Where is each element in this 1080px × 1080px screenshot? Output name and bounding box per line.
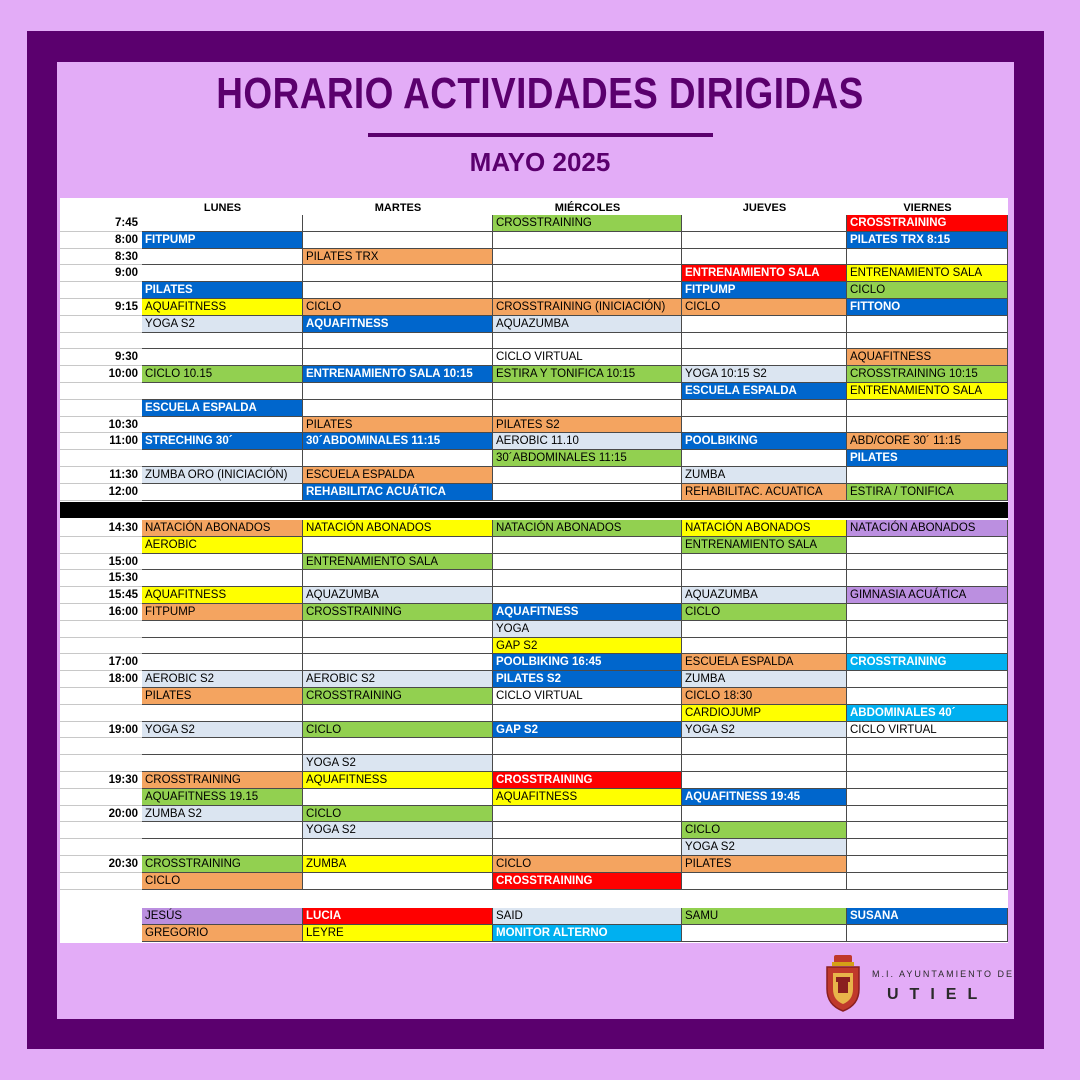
activity-cell: CROSSTRAINING: [142, 772, 303, 789]
day-header: MARTES: [374, 202, 422, 214]
empty-cell: [682, 738, 847, 755]
empty-cell: [303, 570, 493, 587]
activity-cell: CARDIOJUMP: [682, 705, 847, 722]
empty-cell: [493, 537, 682, 554]
time-cell: [60, 738, 142, 755]
empty-cell: [682, 215, 847, 232]
activity-cell: GAP S2: [493, 722, 682, 739]
empty-cell: [142, 570, 303, 587]
empty-cell: [142, 839, 303, 856]
empty-cell: [682, 450, 847, 467]
time-cell: [60, 755, 142, 772]
activity-cell: PILATES S2: [493, 417, 682, 434]
empty-cell: [682, 772, 847, 789]
activity-cell: GREGORIO: [142, 925, 303, 942]
empty-cell: [493, 738, 682, 755]
time-cell: [60, 705, 142, 722]
empty-cell: [493, 383, 682, 400]
page-subtitle: MAYO 2025: [469, 147, 611, 177]
activity-cell: CROSSTRAINING: [142, 856, 303, 873]
activity-cell: ENTRENAMIENTO SALA: [847, 265, 1008, 282]
activity-cell: CICLO: [682, 604, 847, 621]
activity-cell: CICLO: [682, 299, 847, 316]
empty-cell: [303, 839, 493, 856]
activity-cell: SAID: [493, 908, 682, 925]
day-header: JUEVES: [742, 202, 787, 214]
empty-cell: [493, 587, 682, 604]
activity-cell: PILATES: [847, 450, 1008, 467]
empty-cell: [682, 570, 847, 587]
coat-of-arms-icon: [822, 953, 864, 1013]
activity-cell: ENTRENAMIENTO SALA: [682, 537, 847, 554]
empty-cell: [493, 705, 682, 722]
activity-cell: CROSSTRAINING: [493, 772, 682, 789]
empty-cell: [303, 232, 493, 249]
logo-line-1: M.I. AYUNTAMIENTO DE: [872, 969, 1015, 979]
empty-cell: [142, 822, 303, 839]
activity-cell: CICLO: [303, 299, 493, 316]
empty-cell: [303, 400, 493, 417]
empty-cell: [847, 570, 1008, 587]
activity-cell: REHABILITAC ACUÁTICA: [303, 484, 493, 501]
empty-cell: [493, 467, 682, 484]
empty-cell: [493, 554, 682, 571]
activity-cell: 30´ABDOMINALES 11:15: [493, 450, 682, 467]
empty-cell: [682, 417, 847, 434]
empty-cell: [142, 265, 303, 282]
time-cell: [60, 316, 142, 333]
time-cell: 11:30: [60, 467, 142, 484]
empty-cell: [493, 484, 682, 501]
activity-cell: 30´ABDOMINALES 11:15: [303, 433, 493, 450]
activity-cell: CICLO 10.15: [142, 366, 303, 383]
activity-cell: ENTRENAMIENTO SALA: [847, 383, 1008, 400]
time-cell: 7:45: [60, 215, 142, 232]
empty-cell: [303, 383, 493, 400]
activity-cell: FITPUMP: [682, 282, 847, 299]
time-cell: 8:00: [60, 232, 142, 249]
activity-cell: POOLBIKING 16:45: [493, 654, 682, 671]
empty-cell: [142, 249, 303, 266]
day-header: MIÉRCOLES: [554, 202, 621, 214]
activity-cell: CICLO: [493, 856, 682, 873]
activity-cell: AQUAFITNESS 19.15: [142, 789, 303, 806]
empty-cell: [493, 755, 682, 772]
time-cell: 19:00: [60, 722, 142, 739]
activity-cell: AQUAFITNESS: [493, 789, 682, 806]
empty-cell: [142, 215, 303, 232]
time-cell: 15:30: [60, 570, 142, 587]
activity-cell: YOGA 10:15 S2: [682, 366, 847, 383]
empty-cell: [142, 383, 303, 400]
time-cell: 16:00: [60, 604, 142, 621]
activity-cell: CROSSTRAINING: [847, 654, 1008, 671]
time-cell: [60, 822, 142, 839]
empty-cell: [682, 873, 847, 890]
time-cell: 17:00: [60, 654, 142, 671]
time-cell: 18:00: [60, 671, 142, 688]
empty-cell: [493, 400, 682, 417]
empty-cell: [493, 249, 682, 266]
activity-cell: FITPUMP: [142, 604, 303, 621]
activity-cell: CICLO VIRTUAL: [493, 349, 682, 366]
activity-cell: CICLO: [303, 722, 493, 739]
empty-cell: [493, 333, 682, 350]
activity-cell: YOGA S2: [303, 755, 493, 772]
empty-cell: [682, 349, 847, 366]
empty-cell: [303, 621, 493, 638]
activity-cell: AQUAFITNESS: [142, 299, 303, 316]
time-cell: [60, 400, 142, 417]
empty-cell: [142, 638, 303, 655]
time-cell: [60, 621, 142, 638]
time-cell: 11:00: [60, 433, 142, 450]
empty-cell: [142, 450, 303, 467]
empty-cell: [682, 249, 847, 266]
empty-cell: [847, 789, 1008, 806]
empty-cell: [847, 467, 1008, 484]
empty-cell: [682, 232, 847, 249]
empty-cell: [493, 570, 682, 587]
time-cell: [60, 688, 142, 705]
activity-cell: AQUAZUMBA: [682, 587, 847, 604]
empty-cell: [847, 316, 1008, 333]
activity-cell: PILATES: [303, 417, 493, 434]
empty-cell: [847, 417, 1008, 434]
activity-cell: AEROBIC S2: [303, 671, 493, 688]
empty-cell: [142, 484, 303, 501]
time-cell: [60, 873, 142, 890]
empty-cell: [303, 282, 493, 299]
empty-cell: [847, 772, 1008, 789]
activity-cell: PILATES: [142, 282, 303, 299]
activity-cell: ESCUELA ESPALDA: [682, 654, 847, 671]
empty-cell: [682, 925, 847, 942]
activity-cell: YOGA S2: [682, 839, 847, 856]
empty-cell: [303, 654, 493, 671]
activity-cell: GIMNASIA ACUÁTICA: [847, 587, 1008, 604]
empty-cell: [142, 621, 303, 638]
empty-cell: [493, 265, 682, 282]
time-cell: 10:30: [60, 417, 142, 434]
activity-cell: CICLO: [303, 806, 493, 823]
empty-cell: [682, 806, 847, 823]
activity-cell: AEROBIC S2: [142, 671, 303, 688]
empty-cell: [303, 265, 493, 282]
empty-cell: [682, 333, 847, 350]
empty-cell: [493, 839, 682, 856]
empty-cell: [303, 789, 493, 806]
activity-cell: CROSSTRAINING: [493, 215, 682, 232]
activity-cell: CICLO VIRTUAL: [847, 722, 1008, 739]
title-divider: [368, 133, 713, 137]
time-cell: [60, 789, 142, 806]
activity-cell: NATACIÓN ABONADOS: [303, 520, 493, 537]
time-cell: 9:30: [60, 349, 142, 366]
empty-cell: [493, 282, 682, 299]
activity-cell: ESCUELA ESPALDA: [303, 467, 493, 484]
activity-cell: ABD/CORE 30´ 11:15: [847, 433, 1008, 450]
empty-cell: [493, 806, 682, 823]
activity-cell: ZUMBA: [682, 467, 847, 484]
activity-cell: CROSSTRAINING 10:15: [847, 366, 1008, 383]
time-cell: 12:00: [60, 484, 142, 501]
activity-cell: PILATES TRX: [303, 249, 493, 266]
time-cell: [60, 537, 142, 554]
activity-cell: REHABILITAC. ACUATICA: [682, 484, 847, 501]
time-cell: 20:30: [60, 856, 142, 873]
activity-cell: YOGA S2: [142, 722, 303, 739]
empty-cell: [493, 822, 682, 839]
activity-cell: ABDOMINALES 40´: [847, 705, 1008, 722]
empty-cell: [847, 925, 1008, 942]
activity-cell: CICLO: [682, 822, 847, 839]
activity-cell: AEROBIC: [142, 537, 303, 554]
empty-cell: [303, 738, 493, 755]
activity-cell: CROSSTRAINING: [303, 688, 493, 705]
activity-cell: YOGA S2: [303, 822, 493, 839]
empty-cell: [847, 333, 1008, 350]
empty-cell: [847, 822, 1008, 839]
empty-cell: [847, 554, 1008, 571]
empty-cell: [847, 621, 1008, 638]
empty-cell: [303, 215, 493, 232]
day-header: LUNES: [203, 202, 242, 214]
activity-cell: FITTONO: [847, 299, 1008, 316]
activity-cell: ESTIRA / TONIFICA: [847, 484, 1008, 501]
activity-cell: NATACIÓN ABONADOS: [493, 520, 682, 537]
activity-cell: PILATES S2: [493, 671, 682, 688]
empty-cell: [847, 738, 1008, 755]
activity-cell: ESCUELA ESPALDA: [682, 383, 847, 400]
activity-cell: AQUAZUMBA: [303, 587, 493, 604]
activity-cell: AQUAFITNESS: [493, 604, 682, 621]
activity-cell: LEYRE: [303, 925, 493, 942]
time-cell: [60, 383, 142, 400]
empty-cell: [303, 705, 493, 722]
time-cell: 15:45: [60, 587, 142, 604]
empty-cell: [682, 638, 847, 655]
empty-cell: [142, 417, 303, 434]
time-cell: [60, 450, 142, 467]
activity-cell: AEROBIC 11.10: [493, 433, 682, 450]
time-cell: 20:00: [60, 806, 142, 823]
empty-cell: [847, 755, 1008, 772]
time-cell: 19:30: [60, 772, 142, 789]
activity-cell: YOGA: [493, 621, 682, 638]
empty-cell: [142, 554, 303, 571]
activity-cell: PILATES TRX 8:15: [847, 232, 1008, 249]
activity-cell: PILATES: [142, 688, 303, 705]
empty-cell: [303, 638, 493, 655]
activity-cell: MONITOR ALTERNO: [493, 925, 682, 942]
empty-cell: [142, 738, 303, 755]
empty-cell: [847, 873, 1008, 890]
activity-cell: CICLO VIRTUAL: [493, 688, 682, 705]
activity-cell: ENTRENAMIENTO SALA: [682, 265, 847, 282]
time-cell: [60, 839, 142, 856]
activity-cell: CROSSTRAINING: [847, 215, 1008, 232]
empty-cell: [682, 400, 847, 417]
activity-cell: AQUAFITNESS: [847, 349, 1008, 366]
empty-cell: [847, 638, 1008, 655]
empty-cell: [142, 349, 303, 366]
empty-cell: [142, 333, 303, 350]
day-header: VIERNES: [903, 202, 952, 214]
empty-cell: [847, 671, 1008, 688]
empty-cell: [847, 249, 1008, 266]
empty-cell: [847, 688, 1008, 705]
time-cell: 10:00: [60, 366, 142, 383]
empty-cell: [303, 333, 493, 350]
empty-cell: [142, 705, 303, 722]
activity-cell: NATACIÓN ABONADOS: [847, 520, 1008, 537]
activity-cell: AQUAFITNESS: [142, 587, 303, 604]
activity-cell: ZUMBA: [303, 856, 493, 873]
empty-cell: [682, 621, 847, 638]
activity-cell: NATACIÓN ABONADOS: [682, 520, 847, 537]
empty-cell: [142, 755, 303, 772]
empty-cell: [847, 400, 1008, 417]
time-cell: 9:15: [60, 299, 142, 316]
empty-cell: [682, 316, 847, 333]
empty-cell: [493, 232, 682, 249]
time-cell: [60, 638, 142, 655]
empty-cell: [303, 450, 493, 467]
empty-cell: [847, 604, 1008, 621]
activity-cell: SUSANA: [847, 908, 1008, 925]
activity-cell: AQUAFITNESS: [303, 772, 493, 789]
empty-cell: [682, 554, 847, 571]
empty-cell: [682, 755, 847, 772]
activity-cell: ZUMBA S2: [142, 806, 303, 823]
time-cell: [60, 282, 142, 299]
activity-cell: YOGA S2: [682, 722, 847, 739]
empty-cell: [847, 856, 1008, 873]
activity-cell: ZUMBA: [682, 671, 847, 688]
empty-cell: [303, 349, 493, 366]
activity-cell: NATACIÓN ABONADOS: [142, 520, 303, 537]
time-cell: 9:00: [60, 265, 142, 282]
empty-cell: [142, 654, 303, 671]
time-cell: 15:00: [60, 554, 142, 571]
activity-cell: STRECHING 30´: [142, 433, 303, 450]
activity-cell: CICLO: [847, 282, 1008, 299]
empty-cell: [303, 537, 493, 554]
activity-cell: ESCUELA ESPALDA: [142, 400, 303, 417]
time-cell: [60, 333, 142, 350]
lunch-break-bar: [60, 502, 1008, 518]
activity-cell: CICLO 18:30: [682, 688, 847, 705]
activity-cell: ZUMBA ORO (INICIACIÓN): [142, 467, 303, 484]
activity-cell: SAMU: [682, 908, 847, 925]
activity-cell: CROSSTRAINING: [303, 604, 493, 621]
activity-cell: GAP S2: [493, 638, 682, 655]
activity-cell: AQUAZUMBA: [493, 316, 682, 333]
activity-cell: AQUAFITNESS 19:45: [682, 789, 847, 806]
empty-cell: [847, 806, 1008, 823]
time-cell: 14:30: [60, 520, 142, 537]
activity-cell: CROSSTRAINING: [493, 873, 682, 890]
activity-cell: ESTIRA Y TONIFICA 10:15: [493, 366, 682, 383]
activity-cell: POOLBIKING: [682, 433, 847, 450]
schedule-table: [60, 198, 1008, 943]
activity-cell: PILATES: [682, 856, 847, 873]
activity-cell: ENTRENAMIENTO SALA 10:15: [303, 366, 493, 383]
empty-cell: [847, 839, 1008, 856]
activity-cell: LUCIA: [303, 908, 493, 925]
activity-cell: CICLO: [142, 873, 303, 890]
page-title: HORARIO ACTIVIDADES DIRIGIDAS: [216, 69, 864, 118]
activity-cell: FITPUMP: [142, 232, 303, 249]
logo-line-2: UTIEL: [887, 986, 989, 1003]
empty-cell: [847, 537, 1008, 554]
time-cell: 8:30: [60, 249, 142, 266]
activity-cell: JESÚS: [142, 908, 303, 925]
activity-cell: AQUAFITNESS: [303, 316, 493, 333]
activity-cell: ENTRENAMIENTO SALA: [303, 554, 493, 571]
activity-cell: YOGA S2: [142, 316, 303, 333]
empty-cell: [303, 873, 493, 890]
activity-cell: CROSSTRAINING (INICIACIÓN): [493, 299, 682, 316]
